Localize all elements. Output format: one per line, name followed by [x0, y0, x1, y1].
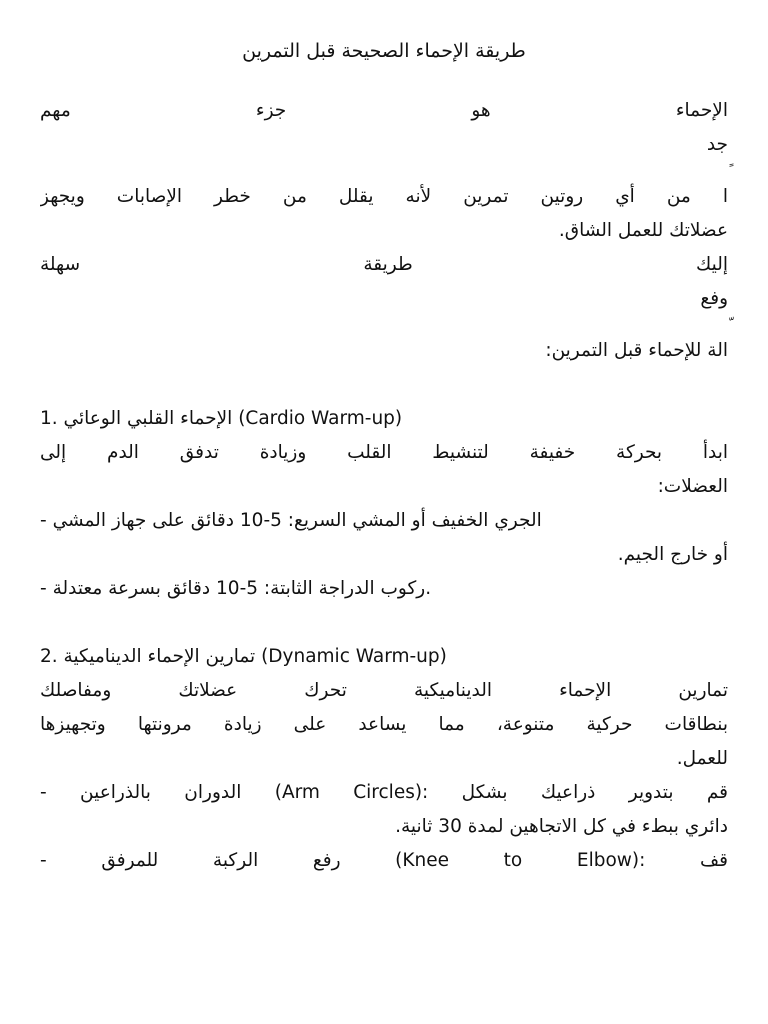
section-2-line-1: تمارين الإحماء الديناميكية تحرك عضلاتك ومفاصلك	[40, 680, 728, 701]
section-1-line-1: ابدأ بحركة خفيفة لتنشيط القلب وزيادة تدفق الدم إلى	[40, 442, 728, 463]
section-2-line-3: للعمل.	[676, 748, 728, 769]
intro-mark-2	[40, 316, 728, 334]
intro-line-7: الة للإحماء قبل التمرين:	[545, 340, 728, 361]
spacer	[40, 72, 728, 94]
section-2-bullet-2-line-1: - رفع الركبة للمرفق (Knee to Elbow): قف	[40, 850, 728, 871]
document-page	[40, 30, 728, 878]
section-1-line-2: العضلات:	[657, 476, 728, 497]
section-2-line-2: بنطاقات حركية متنوعة، مما يساعد على زيادة مرونتها وتجهيزها	[40, 714, 728, 735]
spacer	[40, 368, 728, 402]
intro-line-6: وفع	[700, 288, 728, 309]
document-title: طريقة الإحماء الصحيحة قبل التمرين	[242, 40, 526, 62]
section-2-heading: 2. تمارين الإحماء الديناميكية (Dynamic Warm-up)	[40, 646, 447, 667]
intro-line-4: عضلاتك للعمل الشاق.	[558, 220, 728, 241]
intro-line-1: الإحماء هو جزء مهم	[40, 100, 728, 121]
section-2-bullet-1-line-2: دائري ببطء في كل الاتجاهين لمدة 30 ثانية.	[395, 816, 728, 837]
section-1-bullet-2: - ركوب الدراجة الثابتة: 5-10 دقائق بسرعة معتدلة.	[40, 578, 432, 599]
section-1-bullet-1-line-2: أو خارج الجيم.	[617, 544, 728, 565]
section-1-heading: 1. الإحماء القلبي الوعائي (Cardio Warm-up)	[40, 408, 403, 429]
intro-mark-1	[40, 162, 728, 180]
section-1-bullet-1-line-1: - الجري الخفيف أو المشي السريع: 5-10 دقائق على جهاز المشي	[40, 510, 542, 531]
intro-line-3: ا من أي روتين تمرين لأنه يقلل من خطر الإصابات ويجهز	[40, 186, 728, 207]
spacer	[40, 606, 728, 640]
intro-line-5: إليك طريقة سهلة	[40, 254, 728, 275]
intro-line-2: جد	[706, 134, 728, 155]
section-2-bullet-1-line-1: - الدوران بالذراعين (Arm Circles): قم بتدوير ذراعيك بشكل	[40, 782, 728, 803]
